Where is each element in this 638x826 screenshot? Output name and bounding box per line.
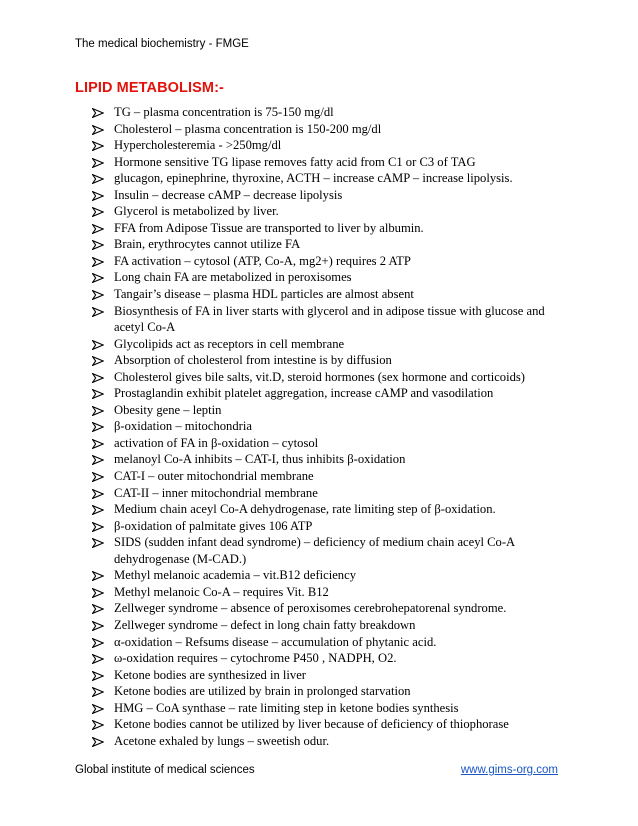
- list-item-text: Hormone sensitive TG lipase removes fatty acid from C1 or C3 of TAG: [114, 154, 476, 169]
- list-item: [92, 369, 562, 386]
- arrowhead-bullet-icon: [92, 683, 106, 700]
- arrowhead-bullet-icon: [92, 451, 106, 468]
- list-item: [92, 617, 562, 634]
- list-item-text: melanoyl Co-A inhibits – CAT-I, thus inhibits β-oxidation: [114, 452, 406, 467]
- list-item-text: ω-oxidation requires – cytochrome P450 , NADPH, O2.: [114, 651, 397, 666]
- arrowhead-bullet-icon: [92, 518, 106, 535]
- arrowhead-bullet-icon: [92, 650, 106, 667]
- arrowhead-bullet-icon: [92, 203, 106, 220]
- list-item-text: Medium chain aceyl Co-A dehydrogenase, rate limiting step of β-oxidation.: [114, 502, 496, 517]
- arrowhead-bullet-icon: [92, 600, 106, 617]
- list-item: [92, 402, 562, 419]
- arrowhead-bullet-icon: [92, 716, 106, 733]
- footer-website-link[interactable]: www.gims-org.com: [460, 764, 558, 776]
- list-item: [92, 733, 562, 750]
- list-item: [92, 667, 562, 684]
- arrowhead-bullet-icon: [92, 733, 106, 750]
- list-item-text: Cholesterol gives bile salts, vit.D, steroid hormones (sex hormone and corticoids): [114, 369, 525, 384]
- list-item: [92, 220, 562, 237]
- arrowhead-bullet-icon: [92, 468, 106, 485]
- list-item: [92, 683, 562, 700]
- list-item-text: Cholesterol – plasma concentration is 150-200 mg/dl: [114, 121, 382, 136]
- arrowhead-bullet-icon: [92, 700, 106, 717]
- footer-institute: Global institute of medical sciences: [75, 764, 255, 776]
- arrowhead-bullet-icon: [92, 303, 106, 320]
- page-header: The medical biochemistry - FMGE: [75, 38, 249, 50]
- arrowhead-bullet-icon: [92, 402, 106, 419]
- list-item-text: Obesity gene – leptin: [114, 402, 222, 417]
- list-item: [92, 187, 562, 204]
- list-item: [92, 435, 562, 452]
- list-item-text: Brain, erythrocytes cannot utilize FA: [114, 237, 301, 252]
- list-item: [92, 634, 562, 651]
- list-item: [92, 269, 562, 286]
- list-item-text: Methyl melanoic Co-A – requires Vit. B12: [114, 584, 329, 599]
- list-item-text: FFA from Adipose Tissue are transported to liver by albumin.: [114, 220, 424, 235]
- list-item: [92, 203, 562, 220]
- arrowhead-bullet-icon: [92, 187, 106, 204]
- arrowhead-bullet-icon: [92, 236, 106, 253]
- list-item: [92, 303, 562, 336]
- list-item-text: activation of FA in β-oxidation – cytosol: [114, 435, 319, 450]
- arrowhead-bullet-icon: [92, 617, 106, 634]
- list-item-text: Glycolipids act as receptors in cell membrane: [114, 336, 345, 351]
- list-item-text: Ketone bodies are synthesized in liver: [114, 667, 306, 682]
- list-item-text: Glycerol is metabolized by liver.: [114, 204, 279, 219]
- list-item: [92, 121, 562, 138]
- list-item-text: CAT-II – inner mitochondrial membrane: [114, 485, 318, 500]
- list-item: [92, 534, 562, 567]
- list-item: [92, 137, 562, 154]
- list-item-text: β-oxidation of palmitate gives 106 ATP: [114, 518, 313, 533]
- arrowhead-bullet-icon: [92, 418, 106, 435]
- list-item: [92, 418, 562, 435]
- arrowhead-bullet-icon: [92, 501, 106, 518]
- arrowhead-bullet-icon: [92, 269, 106, 286]
- list-item-text: Hypercholesteremia - >250mg/dl: [114, 138, 282, 153]
- arrowhead-bullet-icon: [92, 154, 106, 171]
- list-item-text: β-oxidation – mitochondria: [114, 419, 252, 434]
- list-item: [92, 518, 562, 535]
- arrowhead-bullet-icon: [92, 286, 106, 303]
- list-item: [92, 253, 562, 270]
- arrowhead-bullet-icon: [92, 667, 106, 684]
- section-title: LIPID METABOLISM:-: [75, 80, 224, 96]
- list-item-text: Long chain FA are metabolized in peroxisomes: [114, 270, 352, 285]
- arrowhead-bullet-icon: [92, 385, 106, 402]
- list-item-text: Methyl melanoic academia – vit.B12 deficiency: [114, 568, 356, 583]
- list-item-text: FA activation – cytosol (ATP, Co-A, mg2+) requires 2 ATP: [114, 253, 411, 268]
- list-item-text: SIDS (sudden infant dead syndrome) – deficiency of medium chain aceyl Co-A dehydrogenase (M-CAD.): [114, 535, 515, 566]
- list-item: [92, 154, 562, 171]
- fact-list: [92, 104, 562, 749]
- arrowhead-bullet-icon: [92, 485, 106, 502]
- list-item: [92, 567, 562, 584]
- list-item: [92, 352, 562, 369]
- list-item-text: Acetone exhaled by lungs – sweetish odur.: [114, 733, 330, 748]
- arrowhead-bullet-icon: [92, 170, 106, 187]
- arrowhead-bullet-icon: [92, 369, 106, 386]
- list-item-text: Tangair’s disease – plasma HDL particles are almost absent: [114, 287, 414, 302]
- list-item-text: Insulin – decrease cAMP – decrease lipolysis: [114, 187, 343, 202]
- arrowhead-bullet-icon: [92, 137, 106, 154]
- list-item: [92, 385, 562, 402]
- list-item-text: Ketone bodies are utilized by brain in prolonged starvation: [114, 684, 411, 699]
- list-item-text: glucagon, epinephrine, thyroxine, ACTH – increase cAMP – increase lipolysis.: [114, 171, 513, 186]
- list-item: [92, 716, 562, 733]
- list-item-text: Zellweger syndrome – absence of peroxisomes cerebrohepatorenal syndrome.: [114, 601, 507, 616]
- arrowhead-bullet-icon: [92, 121, 106, 138]
- list-item-text: α-oxidation – Refsums disease – accumulation of phytanic acid.: [114, 634, 437, 649]
- list-item: [92, 170, 562, 187]
- arrowhead-bullet-icon: [92, 253, 106, 270]
- list-item: [92, 584, 562, 601]
- list-item-text: Absorption of cholesterol from intestine is by diffusion: [114, 353, 392, 368]
- arrowhead-bullet-icon: [92, 352, 106, 369]
- list-item: [92, 501, 562, 518]
- arrowhead-bullet-icon: [92, 104, 106, 121]
- list-item: [92, 236, 562, 253]
- list-item: [92, 286, 562, 303]
- list-item: [92, 700, 562, 717]
- list-item: [92, 468, 562, 485]
- list-item-text: CAT-I – outer mitochondrial membrane: [114, 469, 314, 484]
- list-item-text: TG – plasma concentration is 75-150 mg/dl: [114, 105, 334, 119]
- arrowhead-bullet-icon: [92, 567, 106, 584]
- list-item-text: Ketone bodies cannot be utilized by liver because of deficiency of thiophorase: [114, 717, 509, 732]
- arrowhead-bullet-icon: [92, 336, 106, 353]
- list-item-text: Biosynthesis of FA in liver starts with glycerol and in adipose tissue with glucose and acetyl Co-A: [114, 303, 545, 335]
- list-item: [92, 650, 562, 667]
- arrowhead-bullet-icon: [92, 220, 106, 237]
- list-item-text: Zellweger syndrome – defect in long chain fatty breakdown: [114, 617, 416, 632]
- list-item: [92, 336, 562, 353]
- list-item: [92, 485, 562, 502]
- list-item-text: HMG – CoA synthase – rate limiting step in ketone bodies synthesis: [114, 700, 459, 715]
- arrowhead-bullet-icon: [92, 435, 106, 452]
- list-item-text: Prostaglandin exhibit platelet aggregation, increase cAMP and vasodilation: [114, 386, 494, 401]
- list-item: [92, 600, 562, 617]
- arrowhead-bullet-icon: [92, 584, 106, 601]
- list-item: [92, 451, 562, 468]
- list-item: [92, 104, 562, 121]
- arrowhead-bullet-icon: [92, 534, 106, 551]
- arrowhead-bullet-icon: [92, 634, 106, 651]
